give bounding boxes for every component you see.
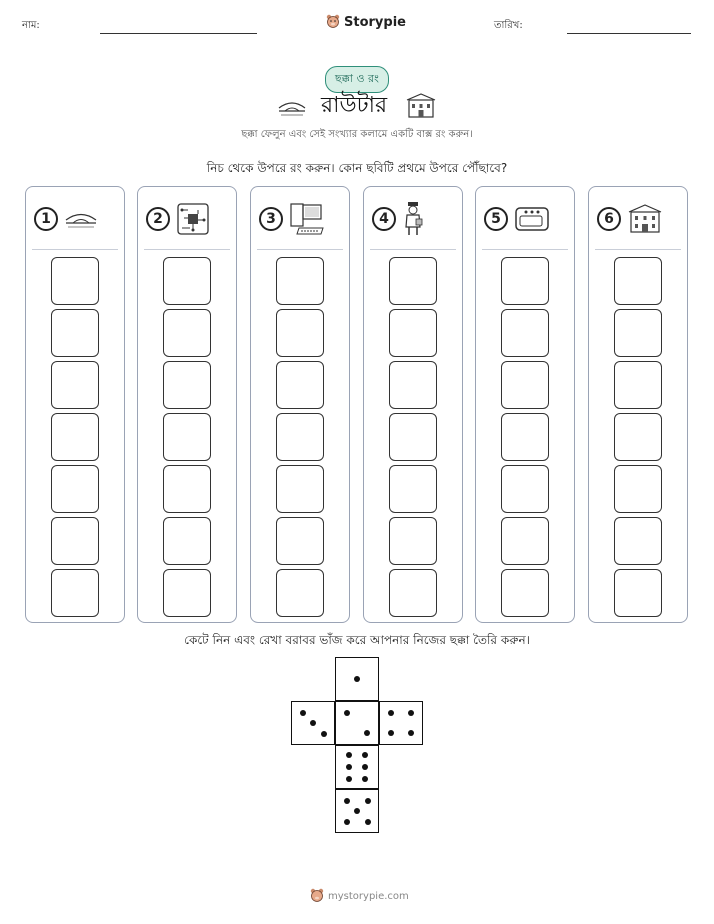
color-box[interactable] — [51, 257, 99, 305]
column-number: 3 — [259, 207, 283, 231]
color-box[interactable] — [501, 413, 549, 461]
color-box[interactable] — [389, 465, 437, 513]
die-pip — [354, 808, 360, 814]
column-divider — [370, 249, 456, 250]
color-box[interactable] — [389, 517, 437, 565]
color-box[interactable] — [276, 465, 324, 513]
column-header — [146, 201, 228, 237]
die-pip — [346, 776, 352, 782]
column-2 — [137, 186, 237, 623]
color-box[interactable] — [389, 569, 437, 617]
column-divider — [595, 249, 681, 250]
color-box[interactable] — [51, 517, 99, 565]
column-divider — [32, 249, 118, 250]
color-box[interactable] — [276, 569, 324, 617]
die-face-1 — [335, 657, 379, 701]
color-box[interactable] — [501, 361, 549, 409]
color-box[interactable] — [276, 361, 324, 409]
footer — [310, 888, 409, 904]
color-box[interactable] — [501, 309, 549, 357]
color-box[interactable] — [501, 257, 549, 305]
color-box[interactable] — [501, 517, 549, 565]
color-box[interactable] — [614, 569, 662, 617]
die-face-4 — [379, 701, 423, 745]
column-number: 2 — [146, 207, 170, 231]
color-box[interactable] — [276, 309, 324, 357]
circuit-board-icon — [176, 202, 210, 236]
page-title: রাউটার — [321, 93, 388, 118]
date-label: তারিখ: — [494, 20, 523, 31]
date-line[interactable] — [567, 33, 691, 34]
color-box[interactable] — [614, 517, 662, 565]
die-pip — [362, 752, 368, 758]
color-box[interactable] — [501, 569, 549, 617]
color-box[interactable] — [51, 309, 99, 357]
die-face-2 — [335, 701, 379, 745]
column-divider — [144, 249, 230, 250]
name-label: নাম: — [22, 20, 40, 31]
name-line[interactable] — [100, 33, 257, 34]
column-header — [484, 201, 566, 237]
color-box[interactable] — [163, 361, 211, 409]
color-box[interactable] — [163, 257, 211, 305]
column-3 — [250, 186, 350, 623]
color-box[interactable] — [163, 309, 211, 357]
die-face-3 — [291, 701, 335, 745]
brand-logo — [326, 14, 406, 30]
die-pip — [362, 776, 368, 782]
coloring-instruction: নিচ থেকে উপরে রং করুন। কোন ছবিটি প্রথমে উপরে পৌঁছাবে? — [206, 161, 508, 175]
brand-name: Storypie — [344, 14, 406, 30]
die-pip — [346, 764, 352, 770]
die-face-5 — [335, 789, 379, 833]
die-pip — [364, 730, 370, 736]
die-pip — [388, 710, 394, 716]
column-number: 1 — [34, 207, 58, 231]
color-box[interactable] — [389, 309, 437, 357]
die-pip — [365, 819, 371, 825]
column-6 — [588, 186, 688, 623]
die-pip — [354, 676, 360, 682]
color-box[interactable] — [389, 361, 437, 409]
color-box[interactable] — [276, 413, 324, 461]
color-box[interactable] — [389, 413, 437, 461]
column-header — [597, 201, 679, 237]
die-pip — [365, 798, 371, 804]
color-box[interactable] — [614, 413, 662, 461]
mail-carrier-icon — [402, 201, 424, 237]
color-box[interactable] — [51, 361, 99, 409]
page-subtitle: ছক্কা ফেলুন এবং সেই সংখ্যার কলামে একটি বাক্স রং করুন। — [241, 129, 473, 140]
color-box[interactable] — [51, 569, 99, 617]
die-pip — [408, 730, 414, 736]
column-divider — [257, 249, 343, 250]
color-box[interactable] — [163, 465, 211, 513]
computer-icon — [289, 202, 325, 236]
color-box[interactable] — [389, 257, 437, 305]
microwave-icon — [514, 204, 550, 234]
bear-logo-icon — [310, 888, 324, 904]
footer-url: mystorypie.com — [328, 890, 409, 902]
bridge-icon — [64, 207, 98, 231]
column-4 — [363, 186, 463, 623]
die-pip — [346, 752, 352, 758]
color-box[interactable] — [163, 517, 211, 565]
die-pip — [408, 710, 414, 716]
die-pip — [310, 720, 316, 726]
die-pip — [321, 731, 327, 737]
die-pip — [362, 764, 368, 770]
cut-instruction: কেটে নিন এবং রেখা বরাবর ভাঁজ করে আপনার নিজের ছক্কা তৈরি করুন। — [184, 633, 530, 647]
column-number: 5 — [484, 207, 508, 231]
column-header — [372, 201, 454, 237]
color-box[interactable] — [51, 465, 99, 513]
column-5 — [475, 186, 575, 623]
color-box[interactable] — [276, 517, 324, 565]
color-box[interactable] — [614, 361, 662, 409]
color-box[interactable] — [276, 257, 324, 305]
die-pip — [300, 710, 306, 716]
die-pip — [344, 798, 350, 804]
building-icon — [627, 204, 663, 234]
column-header — [259, 201, 341, 237]
die-pip — [344, 710, 350, 716]
activity-badge: ছক্কা ও রং — [325, 66, 389, 93]
column-header — [34, 201, 116, 237]
column-1 — [25, 186, 125, 623]
die-pip — [388, 730, 394, 736]
bear-logo-icon — [326, 14, 340, 30]
die-pip — [344, 819, 350, 825]
color-box[interactable] — [163, 413, 211, 461]
column-number: 4 — [372, 207, 396, 231]
color-box[interactable] — [614, 309, 662, 357]
color-box[interactable] — [163, 569, 211, 617]
color-box[interactable] — [614, 257, 662, 305]
column-number: 6 — [597, 207, 621, 231]
color-box[interactable] — [614, 465, 662, 513]
color-box[interactable] — [51, 413, 99, 461]
die-face-6 — [335, 745, 379, 789]
column-divider — [482, 249, 568, 250]
color-box[interactable] — [501, 465, 549, 513]
building-icon — [406, 93, 436, 119]
bridge-icon — [277, 96, 307, 118]
